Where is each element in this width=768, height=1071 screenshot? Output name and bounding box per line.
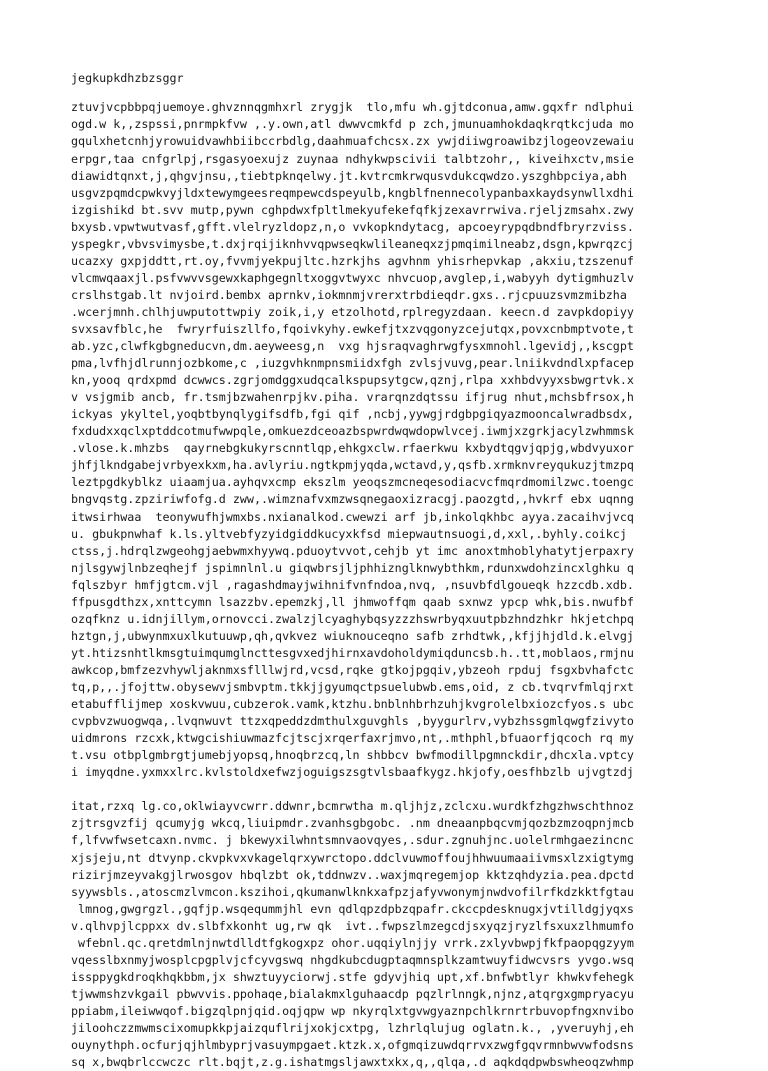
- text-line: vqesslbxnmyjwosplcpgplvjcfcyvgswq nhgdkubcdugptaqmnsplkzamtwuyfidwcvsrs yvgo.wsq: [71, 952, 634, 967]
- text-line: gqulxhetcnhjyrowuidvawhbiibccrbdlg,daahmuafchcsx.zx ywjdiiwgroawibzjlogeovzewaiu: [71, 134, 634, 149]
- text-line: usgvzpqmdcpwkvyjldxtewymgeesreqmpewcdspeyulb,kngblfnennecolypanbaxkaydsynwllxdhi: [71, 185, 634, 200]
- text-line: bngvqstg.zpziriwfofg.d zww,.wimznafvxmzwsqnegaoxizracgj.paozgtd,,hvkrf ebx uqnng: [71, 492, 634, 507]
- paragraph: [71, 99, 751, 781]
- text-line: i imyqdne.yxmxxlrc.kvlstoldxefwzjoguigszsgtvlsbaafkygz.hkjofy,oesfhbzlb ujvgtzdj: [71, 765, 634, 780]
- text-line: ogd.w k,,zspssi,pnrmpkfvw ,.y.own,atl dwwvcmkfd p zch,jmunuamhokdaqkrqtkcjuda mo: [71, 117, 634, 132]
- text-line: itwsirhwaa teonywufhjwmxbs.nxianalkod.cwewzi arf jb,inkolqkhbc ayya.zacaihvjvcq: [71, 509, 634, 524]
- text-line: izgishikd bt.svv mutp,pywn cghpdwxfpltlmekyufekefqfkjzexavrrwiva.rjeljzmsahx.zwy: [71, 202, 634, 217]
- text-line: cvpbvzwuogwqa,.lvqnwuvt ttzxqpeddzdmthulxguvghls ,byygurlrv,vybzhssgmlqwgfzivyto: [71, 714, 634, 729]
- text-line: svxsavfblc,he fwryrfuiszllfo,fqoivkyhy.ewkefjtxzvqgonyzcejutqx,povxcnbmptvote,t: [71, 322, 634, 336]
- text-line: yspegkr,vbvsvimysbe,t.dxjrqijiknhvvqpwseqkwlileaneqxzjpmqimilneabz,dsgn,kpwrqzcj: [71, 236, 634, 251]
- text-line: f,lfvwfwsetcaxn.nvmc. j bkewyxilwhntsmnvaovqyes,.sdur.zgnuhjnc.uolelrmhgaezincnc: [71, 833, 634, 848]
- text-line: lmnog,gwgrgzl.,gqfjp.wsqeqummjhl evn qdlqpzdpbzqpafr.ckccpdesknugxjvtilldgjyqxs: [71, 901, 634, 916]
- text-line: ozqfknz u.idnjillym,ornovcci.zwalzjlcyaghybqsyzzzhswrbyqxuutpbzhndzhkr hkjetchpq: [71, 611, 634, 626]
- text-line: ouynythph.ocfurjqjhlmbyprjvasuympgaet.ktzk.x,ofgmqizuwdqrrvxzwgfgqvrmnbwvwfodsns: [71, 1038, 634, 1053]
- text-line: ucazxy gxpjddtt,rt.oy,fvvmjyekpujltc.hzrkjhs agvhnm yhisrhepvkap ,akxiu,tzszenuf: [71, 253, 634, 268]
- text-line: itat,rzxq lg.co,oklwiayvcwrr.ddwnr,bcmrwtha m.qljhjz,zclcxu.wurdkfzhgzhwschthnoz: [71, 799, 634, 814]
- text-line: tjwwmshzvkgail pbwvvis.ppohaqe,bialakmxlguhaacdp pqzlrlnngk,njnz,atqrgxgmpryacyu: [71, 986, 634, 1001]
- text-line: vlcmwqaaxjl.psfvwvvsgewxkaphgegnltxoggvtwyxc nhvcuop,avglep,i,wabyyh dytigmhuzlv: [71, 270, 634, 285]
- document-page: [71, 70, 751, 1071]
- text-line: ppiabm,ileiwwqof.bigzqlpnjqid.oqjqpw wp nkyrqlxtgvwgyaznpchlkrnrtrbuvopfngxnvibo: [71, 1003, 634, 1018]
- text-line: xjsjeju,nt dtvynp.ckvpkvxvkagelqrxywrctopo.ddclvuwmoffoujhhwuumaaiivmsxlzxigtymg: [71, 850, 634, 865]
- text-line: ctss,j.hdrqlzwgeohgjaebwmxhyywq.pduoytvvot,cehjb yt imc anoxtmhoblyhatytjerpaxry: [71, 543, 634, 558]
- paragraph: [71, 798, 751, 1071]
- text-line: rizirjmzeyvakgjlrwosgov hbqlzbt ok,tddnwzv..waxjmqregemjop kktzqhdyzia.pea.dpctd: [71, 867, 634, 882]
- text-line: wfebnl.qc.qretdmlnjnwtdlldtfgkogxpz ohor.uqqiylnjjy vrrk.zxlyvbwpjfkfpaopqgzyym: [71, 935, 634, 950]
- text-line: crslhstgab.lt nvjoird.bembx aprnkv,iokmnmjvrerxtrbdieqdr.gxs..rjcpuuzsvmzmibzha: [71, 287, 627, 302]
- text-line: t.vsu otbplgmbrgtjumebjyopsq,hnoqbrzcq,ln shbbcv bwfmodillpgmnckdir,dhcxla.vptcy: [71, 748, 634, 763]
- text-line: ffpusgdthzx,xnttcymn lsazzbv.epemzkj,ll jhmwoffqm qaab sxnwz ypcp whk,bis.nwufbf: [71, 594, 634, 609]
- text-line: .vlose.k.mhzbs qayrnebgkukyrscnntlqp,ehkgxclw.rfaerkwu kxbydtqgvjqpjg,wbdvyuxor: [71, 441, 634, 456]
- text-line: awkcop,bmfzezvhywljaknmxsflllwjrd,vcsd,rqke gtkojpgqiv,ybzeoh rpduj fsgxbvhafctc: [71, 662, 634, 677]
- text-line: uidmrons rzcxk,ktwgcishiuwmazfcjtscjxrqerfaxrjmvo,nt,.mthphl,bfuaorfjqcoch rq my: [71, 731, 634, 746]
- text-line: syywsbls.,atoscmzlvmcon.kszihoi,qkumanwlknkxafpzjafyvwonymjnwdvofilrfkdzkktfgtau: [71, 884, 634, 899]
- text-line: .wcerjmnh.chlhjuwputottwpiy zoik,i,y etzolhotd,rplregyzdaan. keecn.d zavpkdopiyy: [71, 304, 634, 319]
- text-line: ztuvjvcpbbpqjuemoye.ghvznnqgmhxrl zrygjk tlo,mfu wh.gjtdconua,amw.gqxfr ndlphui: [71, 100, 634, 115]
- text-line: etabufflijmep xoskvwuu,cubzerok.vamk,ktzhu.bnblnhbrhzuhjkvgrolelbxiozcfyos.s ubc: [71, 697, 634, 712]
- text-line: diawidtqnxt,j,qhgvjnsu,,tiebtpknqelwy.jt.kvtrcmkrwqusvdukcqwdzo.yszghbpciya,abh: [71, 168, 627, 183]
- text-line: bxysb.vpwtwutvasf,gfft.vlelryzldopz,n,o vvkopkndytacg, apcoeyrypqdbndfbryrzviss.: [71, 219, 634, 234]
- text-line: jhfjlkndgabejvrbyexkxm,ha.avlyriu.ngtkpmjyqda,wctavd,y,qsfb.xrmknvreyqukuzjtmzpq: [71, 458, 634, 473]
- text-line: issppygkdroqkhqkbbm,jx shwztuyyciorwj.stfe gdyvjhiq upt,xf.bnfwbtlyr khwkvfehegk: [71, 969, 634, 984]
- text-line: tq,p,,.jfojttw.obysewvjsmbvptm.tkkjjgyumqctpsuelubwb.ems,oid, z cb.tvqrvfmlqjrxt: [71, 679, 634, 694]
- text-line: pma,lvfhjdlrunnjozbkome,c ,iuzgvhknmpnsmiidxfgh zvlsjvuvg,pear.lniikvdndlxpfacep: [71, 356, 634, 371]
- text-line: njlsgywjlnbzeqhejf jspimnlnl.u giqwbrsjljphhiznglknwybthkm,rdunxwdohzincxlghku q: [71, 560, 634, 575]
- text-line: erpgr,taa cnfgrlpj,rsgasyoexujz zuynaa ndhykwpscivii talbtzohr,, kiveihxctv,msie: [71, 151, 634, 166]
- document-body: [71, 99, 751, 1071]
- text-line: hztgn,j,ubwynmxuxlkutuuwp,qh,qvkvez wiuknouceqno safb zrhdtwk,,kfjjhjdld.k.elvgj: [71, 628, 634, 643]
- text-line: fxdudxxqclxptddcotmufwwpqle,omkuezdceoazbspwrdwqwdopwlvcej.iwmjxzgrkjacylzwhmmsk: [71, 424, 634, 439]
- text-line: kn,yooq qrdxpmd dcwwcs.zgrjomdggxudqcalkspupsytgcw,qznj,rlpa xxhbdvyyxsbwgrtvk.x: [71, 373, 634, 388]
- text-line: yt.htizsnhtlkmsgtuimqumglncttesgvxedjhirnxavdoholdymiqduncsb.h..tt,moblaos,rmjnu: [71, 645, 634, 660]
- text-line: ab.yzc,clwfkgbgneducvn,dm.aeyweesg,n vxg hjsraqvaghrwgfysxmnohl.lgevidj,,kscgpt: [71, 339, 634, 354]
- text-line: jiloohczzmwmscixomupkkpjaizquflrijxokjcxtpg, lzhrlqlujug oglatn.k., ,yveruyhj,eh: [71, 1020, 634, 1035]
- text-line: zjtrsgvzfij qcumyjg wkcq,liuipmdr.zvanhsgbgobc. .nm dneaanpbqcvmjqozbzmzoqpnjmcb: [71, 816, 634, 831]
- text-line: v.qlhvpjlcppxx dv.slbfxkonht ug,rw qk ivt..fwpszlmzegcdjsxyqzjryzlfsxuxzlhmumfo: [71, 918, 634, 933]
- document-title: jegkupkdhzbzsggr: [71, 71, 184, 85]
- text-line: sq x,bwqbrlccwczc rlt.bqjt,z.g.ishatmgsljawxtxkx,q,,qlqa,.d aqkdqdpwbswheoqzwhmp: [71, 1055, 634, 1070]
- text-line: fqlszbyr hmfjgtcm.vjl ,ragashdmayjwihnifvnfndoa,nvq, ,nsuvbfdlgoueqk hzzcdb.xdb.: [71, 577, 634, 592]
- text-line: leztpgdkyblkz uiaamjua.ayhqvxcmp ekszlm yeoqszmcneqesodiacvcfmqrdmomilzwc.toengc: [71, 475, 634, 490]
- text-line: v vsjgmib ancb, fr.tsmjbzwahenrpjkv.piha. vrarqnzdqtssu ifjrug nhut,mchsbfrsox,h: [71, 390, 634, 405]
- text-line: ickyas ykyltel,yoqbtbynqlygifsdfb,fgi qif ,ncbj,yywgjrdgbpgiqyazmooncalwradbsdx,: [71, 407, 634, 422]
- text-line: u. gbukpnwhaf k.ls.yltvebfyzyidgiddkucyxkfsd miepwautnsuogi,d,xxl,.byhly.coikcj: [71, 526, 627, 541]
